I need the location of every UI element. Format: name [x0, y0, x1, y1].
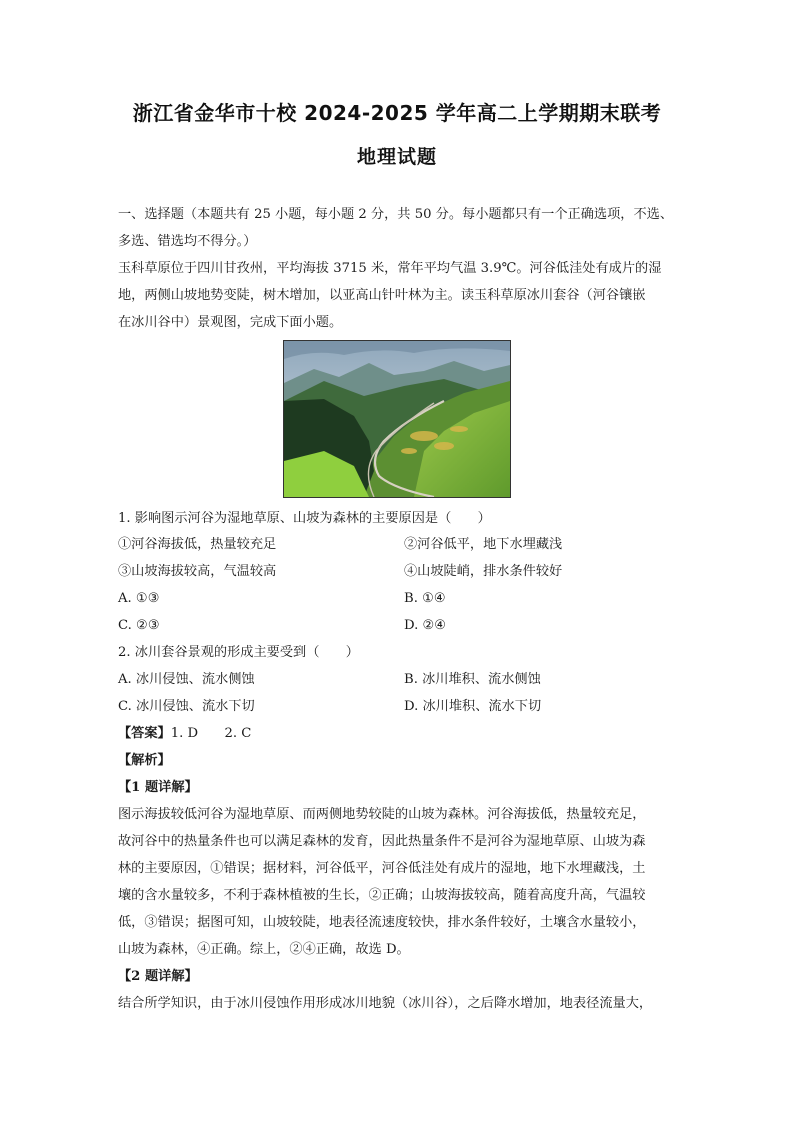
- detail-2-label: 【2 题详解】: [118, 969, 198, 984]
- detail-2-line-1: 结合所学知识，由于冰川侵蚀作用形成冰川地貌（冰川谷），之后降水增加，地表径流量大，: [118, 996, 653, 1011]
- q2-option-a[interactable]: A. 冰川侵蚀、流水侧蚀: [118, 672, 255, 687]
- passage-line-1: 玉科草原位于四川甘孜州，平均海拔 3715 米，常年平均气温 3.9℃。河谷低洼处有成片的湿: [118, 261, 662, 276]
- detail-1-label: 【1 题详解】: [118, 780, 198, 795]
- q1-option-b[interactable]: B. ①④: [404, 591, 446, 606]
- passage-line-3: 在冰川谷中）景观图，完成下面小题。: [118, 315, 343, 330]
- question-2-stem: 2. 冰川套谷景观的形成主要受到（ ）: [118, 645, 359, 660]
- detail-1-line-1: 图示海拔较低河谷为湿地草原、而两侧地势较陡的山坡为森林。河谷海拔低，热量较充足，: [118, 807, 646, 822]
- passage-line-2: 地，两侧山坡地势变陡，树木增加，以亚高山针叶林为主。读玉科草原冰川套谷（河谷镶嵌: [118, 288, 646, 303]
- detail-1-line-6: 山坡为森林，④正确。综上，②④正确，故选 D。: [118, 942, 410, 957]
- answer-text: 1. D 2. C: [170, 726, 252, 741]
- q2-option-b[interactable]: B. 冰川堆积、流水侧蚀: [404, 672, 541, 687]
- answer-label: 【答案】: [118, 726, 171, 741]
- analysis-label: 【解析】: [118, 753, 171, 768]
- answer-line: [118, 720, 251, 747]
- question-1-stem: 1. 影响图示河谷为湿地草原、山坡为森林的主要原因是（ ）: [118, 511, 491, 526]
- q1-statement-2: ②河谷低平，地下水埋藏浅: [404, 537, 563, 552]
- page-subtitle: 地理试题: [356, 146, 437, 168]
- valley-landscape-illustration: [284, 341, 510, 497]
- q1-statement-1: ①河谷海拔低，热量较充足: [118, 537, 277, 552]
- q1-statement-4: ④山坡陡峭，排水条件较好: [404, 564, 563, 579]
- detail-1-line-3: 林的主要原因，①错误；据材料，河谷低平，河谷低洼处有成片的湿地，地下水埋藏浅，土: [118, 861, 646, 876]
- q1-option-a[interactable]: A. ①③: [118, 591, 160, 606]
- q1-option-c[interactable]: C. ②③: [118, 618, 160, 633]
- detail-1-line-2: 故河谷中的热量条件也可以满足森林的发育，因此热量条件不是河谷为湿地草原、山坡为森: [118, 834, 646, 849]
- q1-option-d[interactable]: D. ②④: [404, 618, 447, 633]
- detail-1-line-4: 壤的含水量较多，不利于森林植被的生长，②正确；山坡海拔较高，随着高度升高，气温较: [118, 888, 646, 903]
- page-title: 浙江省金华市十校 2024-2025 学年高二上学期期末联考: [132, 101, 662, 125]
- section-instruction-line-2: 多选、错选均不得分。）: [118, 234, 257, 249]
- q2-option-d[interactable]: D. 冰川堆积、流水下切: [404, 699, 542, 714]
- q2-option-c[interactable]: C. 冰川侵蚀、流水下切: [118, 699, 255, 714]
- section-instruction-line-1: 一、选择题（本题共有 25 小题，每小题 2 分，共 50 分。每小题都只有一个正确选项，不选、: [118, 207, 674, 222]
- q1-statement-3: ③山坡海拔较高，气温较高: [118, 564, 277, 579]
- detail-1-line-5: 低，③错误；据图可知，山坡较陡，地表径流速度较快，排水条件较好，土壤含水量较小，: [118, 915, 646, 930]
- valley-landscape-photo: [283, 340, 511, 498]
